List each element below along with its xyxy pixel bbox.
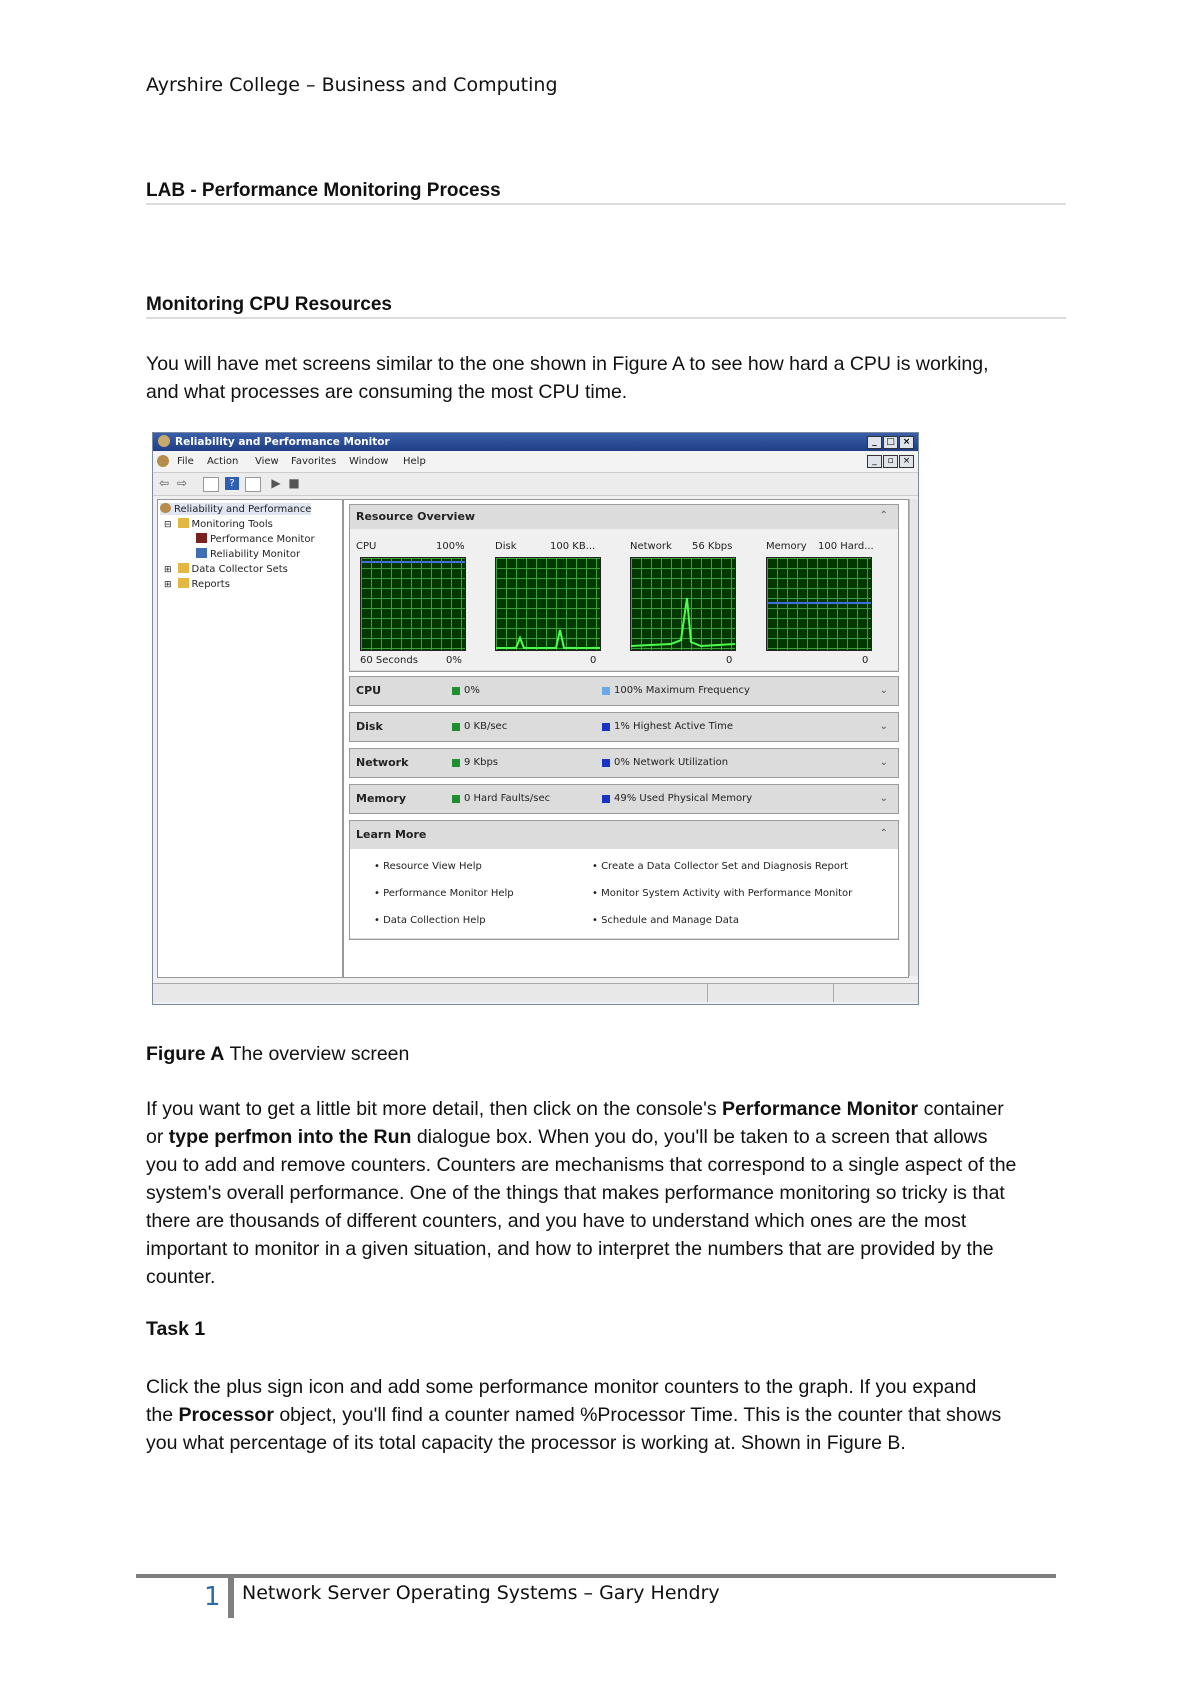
network-section[interactable]: Network 9 Kbps 0% Network Utilization ⌄ <box>349 748 899 778</box>
graph-disk-min: 0 <box>590 655 597 666</box>
disk-section[interactable]: Disk 0 KB/sec 1% Highest Active Time ⌄ <box>349 712 899 742</box>
graph-network-label: Network <box>630 541 672 552</box>
cpu-frequency-line <box>361 561 465 563</box>
tree-item-data-collector-sets[interactable]: ⊞ Data Collector Sets <box>164 564 288 575</box>
memory-usage-line <box>767 602 871 604</box>
menu-file[interactable]: File <box>177 456 194 467</box>
network-traffic-swatch <box>452 759 460 767</box>
learn-link-data-collection-help[interactable]: • Data Collection Help <box>374 915 486 926</box>
window-title: Reliability and Performance Monitor <box>175 436 390 448</box>
tree-item-root[interactable]: Reliability and Performance <box>160 503 311 515</box>
reliability-icon <box>196 548 207 558</box>
help-icon[interactable]: ? <box>225 477 239 490</box>
footer-divider <box>228 1578 234 1618</box>
menu-action[interactable]: Action <box>207 456 239 467</box>
footer-rule <box>136 1574 1056 1578</box>
vertical-scrollbar[interactable] <box>909 499 918 976</box>
cpu-frequency-swatch <box>602 687 610 695</box>
toolbar <box>153 473 918 496</box>
folder-icon <box>178 578 189 588</box>
play-icon[interactable]: ▶ <box>271 476 281 490</box>
resource-overview-section <box>349 504 899 672</box>
learn-link-monitor-system-activity[interactable]: • Monitor System Activity with Performance Monitor <box>592 888 853 899</box>
graph-cpu-max: 100% <box>436 541 465 552</box>
expand-chevron-icon[interactable]: ⌄ <box>879 757 888 768</box>
expand-icon[interactable]: ⊞ <box>164 565 172 575</box>
menu-help[interactable]: Help <box>403 456 426 467</box>
status-bar <box>153 983 918 1002</box>
folder-icon <box>178 518 189 528</box>
expand-chevron-icon[interactable]: ⌄ <box>879 721 888 732</box>
graph-cpu-label: CPU <box>356 541 377 552</box>
disk-io-swatch <box>452 723 460 731</box>
window-titlebar <box>153 433 918 451</box>
menu-bar <box>153 452 918 473</box>
menu-favorites[interactable]: Favorites <box>291 456 337 467</box>
graph-disk-label: Disk <box>495 541 517 552</box>
child-restore-icon[interactable]: ▫ <box>883 455 898 468</box>
detail-paragraph: If you want to get a little bit more detail, then click on the console's Performance Monitor container or type perfmon into the Run dialogue box. When you do, you'll be taken to a screen that allows you to add and remove counters. Counters are mechanisms that correspond to a single aspect of the system's overall performance. One of the things that makes performance monitoring so tricky is that there are thousands of different counters, and you have to understand which ones are the most important to monitor in a given situation, and how to interpret the numbers that are provided by the counter. <box>146 1098 1017 1288</box>
graph-network-min: 0 <box>726 655 733 666</box>
graph-cpu <box>360 557 466 651</box>
tree-item-reports[interactable]: ⊞ Reports <box>164 579 230 590</box>
expand-chevron-icon[interactable]: ⌄ <box>879 793 888 804</box>
show-hide-tree-icon[interactable] <box>203 477 219 492</box>
cpu-section[interactable]: CPU 0% 100% Maximum Frequency ⌄ <box>349 676 899 706</box>
maximize-icon[interactable]: □ <box>883 436 898 449</box>
network-activity-trace <box>631 558 735 650</box>
graph-cpu-min: 0% <box>446 655 462 666</box>
close-icon[interactable]: × <box>899 436 914 449</box>
memory-section[interactable]: Memory 0 Hard Faults/sec 49% Used Physical Memory ⌄ <box>349 784 899 814</box>
graph-network-max: 56 Kbps <box>692 541 733 552</box>
memory-faults-swatch <box>452 795 460 803</box>
figure-caption: Figure A The overview screen <box>146 1043 410 1065</box>
resource-pane <box>343 499 909 978</box>
task-paragraph: Click the plus sign icon and add some performance monitor counters to the graph. If you expand the Processor object, you'll find a counter named %Processor Time. This is the counter that shows you what percentage of its total capacity the processor is working at. Shown in Figure B. <box>146 1376 1002 1454</box>
lab-title: LAB - Performance Monitoring Process <box>146 180 501 201</box>
learn-more-header[interactable]: Learn More ⌃ <box>356 828 888 841</box>
graph-disk-max: 100 KB... <box>550 541 596 552</box>
graph-time-span: 60 Seconds <box>360 655 418 666</box>
tree-item-reliability-monitor[interactable]: Reliability Monitor <box>196 548 300 560</box>
learn-link-schedule-manage-data[interactable]: • Schedule and Manage Data <box>592 915 739 926</box>
stop-icon[interactable]: ■ <box>288 476 300 490</box>
child-close-icon[interactable]: × <box>899 455 914 468</box>
learn-more-section <box>349 820 899 940</box>
menu-view[interactable]: View <box>255 456 279 467</box>
graph-memory-min: 0 <box>862 655 869 666</box>
graph-memory <box>766 557 872 651</box>
tree-item-performance-monitor[interactable]: Performance Monitor <box>196 533 315 545</box>
section-heading: Monitoring CPU Resources <box>146 294 392 315</box>
resource-overview-header[interactable]: Resource Overview ⌃ <box>356 510 888 523</box>
forward-icon[interactable]: ⇨ <box>176 476 188 490</box>
app-icon <box>158 435 170 447</box>
learn-link-performance-monitor-help[interactable]: • Performance Monitor Help <box>374 888 514 899</box>
network-utilization-swatch <box>602 759 610 767</box>
footer-text: Network Server Operating Systems – Gary Hendry <box>242 1582 720 1604</box>
collapse-chevron-icon[interactable]: ⌃ <box>879 828 888 839</box>
collapse-chevron-icon[interactable]: ⌃ <box>879 510 888 521</box>
disk-activity-trace <box>496 558 600 650</box>
learn-link-resource-view-help[interactable]: • Resource View Help <box>374 861 482 872</box>
tree-item-monitoring-tools[interactable]: ⊟ Monitoring Tools <box>164 519 273 530</box>
graph-network <box>630 557 736 651</box>
memory-used-swatch <box>602 795 610 803</box>
graph-memory-max: 100 Hard... <box>818 541 874 552</box>
graph-memory-label: Memory <box>766 541 807 552</box>
learn-link-create-data-collector[interactable]: • Create a Data Collector Set and Diagnosis Report <box>592 861 849 872</box>
cpu-usage-swatch <box>452 687 460 695</box>
page-number: 1 <box>204 1582 221 1612</box>
monitor-icon <box>160 503 171 513</box>
disk-active-swatch <box>602 723 610 731</box>
menu-window[interactable]: Window <box>349 456 389 467</box>
console-icon <box>157 455 169 467</box>
page-header: Ayrshire College – Business and Computing <box>146 74 558 96</box>
minimize-icon[interactable]: _ <box>867 436 882 449</box>
chart-icon <box>196 533 207 543</box>
navigation-tree <box>157 499 343 978</box>
collapse-icon[interactable]: ⊟ <box>164 520 172 530</box>
title-rule <box>146 203 1066 205</box>
back-icon[interactable]: ⇦ <box>158 476 170 490</box>
folder-icon <box>178 563 189 573</box>
figure-a-screenshot <box>152 432 919 1005</box>
section-rule <box>146 317 1066 319</box>
task-heading: Task 1 <box>146 1318 206 1340</box>
expand-chevron-icon[interactable]: ⌄ <box>879 685 888 696</box>
properties-icon[interactable] <box>245 477 261 492</box>
intro-paragraph: You will have met screens similar to the one shown in Figure A to see how hard a CPU is working, and what processes are consuming the most CPU time. <box>146 353 989 403</box>
graph-disk <box>495 557 601 651</box>
expand-icon[interactable]: ⊞ <box>164 580 172 590</box>
child-minimize-icon[interactable]: _ <box>867 455 882 468</box>
